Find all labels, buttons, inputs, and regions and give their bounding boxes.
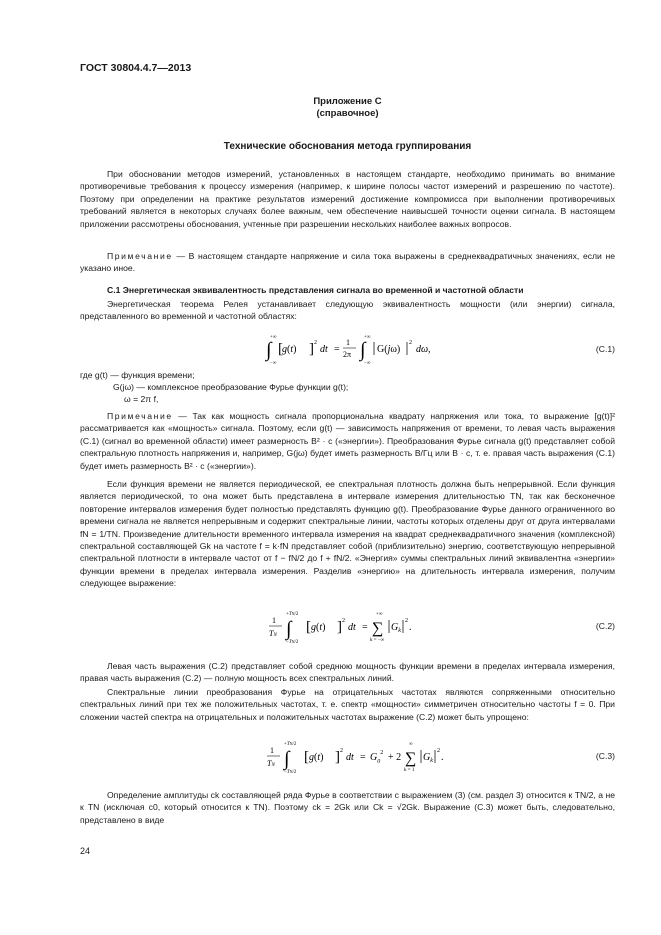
section-title: Технические обоснования метода группирования: [223, 141, 472, 152]
svg-text:+∞: +∞: [270, 335, 277, 340]
svg-text:TN: TN: [269, 629, 277, 638]
equation-c2-number: (С.2): [595, 621, 615, 631]
svg-text:]: ]: [337, 619, 342, 635]
svg-text:−TN/2: −TN/2: [286, 639, 299, 645]
equation-c3-number: (С.3): [595, 751, 615, 761]
c2-paragraph: Левая часть выражения (С.2) представляет собой среднюю мощность функции времени в пределах интервала измерения, правая часть выражения (С.2) — полную мощность всех спектральных линий.: [80, 661, 615, 684]
svg-text:dt: dt: [346, 752, 354, 763]
svg-text:dω,: dω,: [416, 344, 431, 355]
svg-text:−TN/2: −TN/2: [284, 769, 297, 775]
svg-text:g(t): g(t): [311, 622, 326, 633]
svg-text:∫: ∫: [266, 339, 272, 361]
svg-text:[: [: [306, 619, 311, 635]
appendix-subtitle: (справочное): [316, 108, 379, 119]
amplitude-paragraph: Определение амплитуды ck составляющей ряда Фурье в соответствии с выражением (3) (см. раздел 3) относится к TN/2, а не к TN (исключая c0, который относится к TN). Поэтому ck = 2Gk или Ck = √2Gk. Выражение (С.3) может быть, следовательно, представлено в виде: [80, 790, 615, 825]
svg-text:G(jω): G(jω): [377, 344, 401, 355]
svg-text:+∞: +∞: [364, 335, 371, 340]
spectral-paragraph: Спектральные линии преобразования Фурье на отрицательных частотах являются сопряженными относительно спектральных линий при тех же положительных частотах, т. е. спектр «мощности» симметричен относительно частоты f = 0. При сложении частей спектра на отрицательных и положительных частотах выражение (С.2) может быть упрощено:: [80, 687, 615, 722]
periodic-paragraph: Если функция времени не является периодической, ее спектральная плотность должна быть непрерывной. Если функция является периодической, то она может быть представлена в интервале измерения длительностью TN, так как бесконечное повторение интервалов измерения будет полностью представлять функцию g(t). Преобразование Фурье данного ограниченного во времени сигнала не является непрерывным и содержит спектральные линии, частоты которых отделены друг от друга интервалами fN = 1/TN. Произведение длительности временного интервала измерения на квадрат среднеквадратичного значения (комплексной) спектральной составляющей Gk на частоте f = k·fN представляет собой (приблизительно) энергию, соответствующую непрерывной спектральной плотности в интервале частот от f − fN/2 до f + fN/2. «Энергия» суммы спектральных линий эквивалентна «энергии» функции времени в пределах интервала измерения. Разделив «энергию» на длительность интервала измерения, получим следующее выражение:: [80, 479, 615, 589]
svg-text:∞: ∞: [409, 742, 413, 747]
c1-where: где g(t) — функция времени;: [80, 370, 195, 380]
note-2: [80, 410, 615, 472]
svg-text:+TN/2: +TN/2: [284, 741, 297, 747]
svg-text:2π: 2π: [343, 350, 352, 359]
equation-c1: [260, 330, 460, 366]
note-1-label: Примечание: [107, 251, 173, 261]
svg-text:2: 2: [437, 748, 440, 754]
svg-text:k = −∞: k = −∞: [370, 638, 385, 643]
svg-text:+ 2: + 2: [388, 752, 402, 763]
svg-text:=: =: [360, 752, 366, 763]
svg-text:1: 1: [346, 338, 350, 347]
svg-text:[: [: [304, 749, 309, 765]
svg-text:=: =: [362, 622, 368, 633]
note-1: [80, 250, 615, 275]
svg-text:Gk: $G_k$: [391, 622, 401, 634]
svg-text:∫: ∫: [286, 618, 292, 640]
svg-text:g(t): g(t): [309, 752, 324, 763]
svg-text:=: =: [334, 344, 340, 355]
appendix-title: Приложение С: [313, 96, 382, 107]
equation-c3: [266, 738, 466, 776]
svg-text:1: 1: [272, 616, 276, 625]
svg-text:−∞: −∞: [364, 361, 371, 366]
svg-text:2: 2: [409, 340, 412, 346]
svg-text:2: 2: [405, 618, 408, 624]
note-2-label: Примечание: [107, 411, 173, 421]
svg-text:dt: dt: [348, 622, 356, 633]
svg-text:∑: ∑: [405, 750, 417, 767]
note-2-text: — Так как мощность сигнала пропорциональна квадрату напряжения или тока, то выражение [g(t)]² рассматривается как «мощность» сигнала. Поэтому, если g(t) — зависимость напряжения от времени, то левая часть выражения (С.1) (сигнал во временной области) имеет размерность В² · с («энергии»). Преобразования Фурье сигнала g(t) представляет собой спектральную плотность напряжения и, например, G(jω) будет иметь размерность В/Гц или В · с, т. е. правая часть выражения (С.1) будет иметь размерность В² · с («энергии»).: [80, 411, 615, 471]
note-1-text: — В настоящем стандарте напряжение и сила тока выражены в среднеквадратичных значениях, если не указано иное.: [80, 251, 615, 274]
c1-heading: С.1 Энергетическая эквивалентность представления сигнала во временной и частотной области: [107, 285, 524, 295]
svg-text:∫: ∫: [284, 748, 290, 770]
svg-text:∫: ∫: [360, 339, 366, 361]
svg-text:∑: ∑: [372, 620, 384, 637]
c1-def-omega: ω = 2π f,: [124, 394, 159, 404]
svg-text:dt: dt: [320, 344, 328, 355]
svg-text:g(t): g(t): [282, 344, 297, 355]
svg-text:TN: TN: [267, 759, 275, 768]
svg-text:1: 1: [270, 746, 274, 755]
c1-def-g: G(jω) — комплексное преобразование Фурье функции g(t);: [113, 382, 349, 392]
svg-text:+TN/2: +TN/2: [286, 611, 299, 617]
svg-text:2: 2: [314, 340, 317, 346]
svg-text:2: 2: [342, 618, 345, 624]
page-number: 24: [80, 846, 91, 856]
svg-text:−∞: −∞: [270, 361, 277, 366]
svg-text:]: ]: [335, 749, 340, 765]
equation-c2: [268, 608, 438, 646]
standard-header: ГОСТ 30804.4.7—2013: [80, 62, 192, 74]
svg-text:+∞: +∞: [376, 612, 383, 617]
svg-text:Gk: $G_k$: [423, 752, 433, 764]
svg-text:G02: $G_0^2$: [370, 750, 384, 765]
svg-text:]: ]: [309, 341, 314, 357]
svg-text:2: 2: [340, 748, 343, 754]
svg-text:k = 1: k = 1: [404, 768, 415, 773]
svg-text:[: [: [278, 341, 283, 357]
svg-text:.: .: [409, 622, 412, 633]
intro-paragraph: При обосновании методов измерений, установленных в настоящем стандарте, необходимо принимать во внимание противоречивые требования к процессу измерения (например, к ширине полосы частот измерений и разрешению по частоте). Поэтому при определении на практике результатов измерений достижение компромисса при выполнении противоречивых требований является в некоторых случаях более важным, чем обеспечение наивысшей точности оценки сигнала. В настоящем приложении рассмотрены обоснования, учтенные при разрешении нескольких наиболее важных вопросов.: [80, 169, 615, 229]
c1-lead: Энергетическая теорема Релея устанавливает следующую эквивалентность мощности (или энергии) сигнала, представленного во временной и частотной областях:: [80, 299, 615, 322]
equation-c1-number: (С.1): [595, 344, 615, 354]
svg-text:.: .: [441, 752, 444, 763]
